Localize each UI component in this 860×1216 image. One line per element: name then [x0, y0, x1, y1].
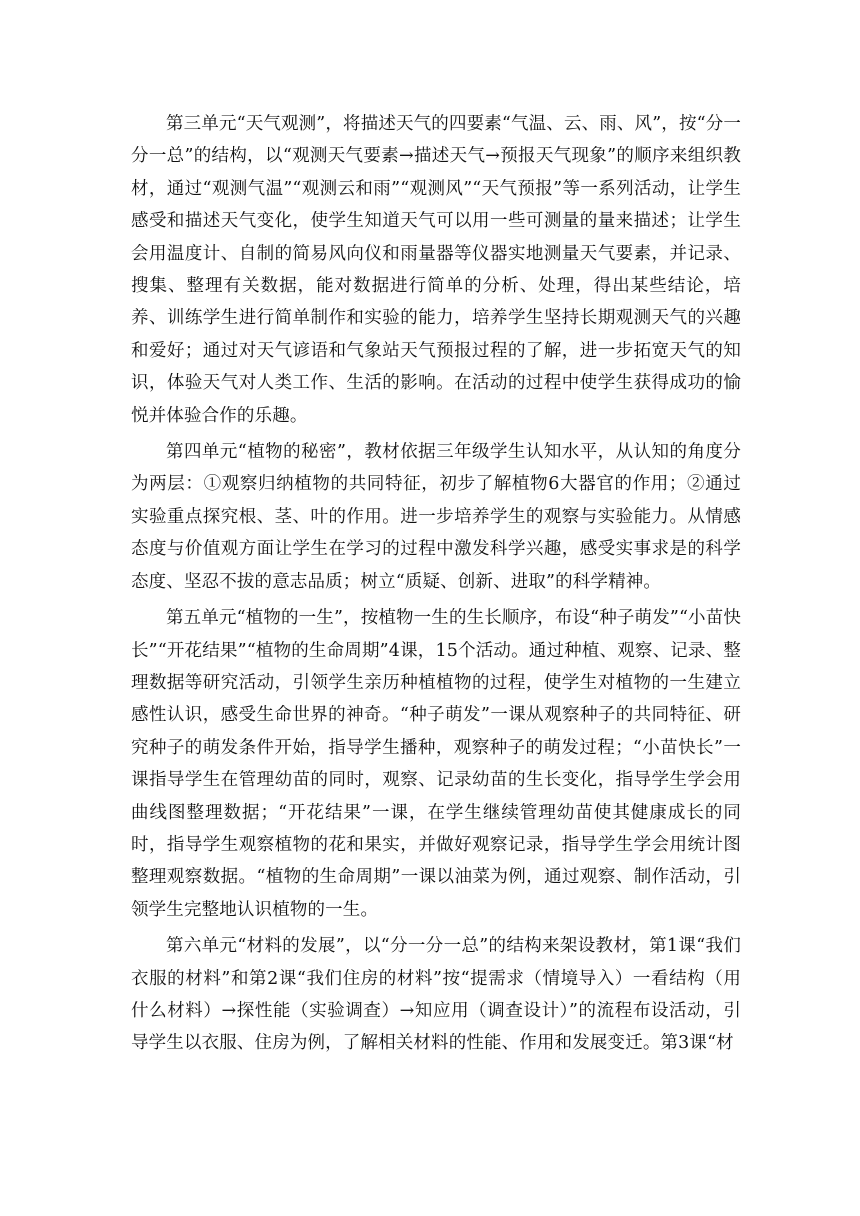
paragraph-unit-6-materials: 第六单元“材料的发展”，以“分一分一总”的结构来架设教材，第1课“我们衣服的材料”和第2课“我们住房的材料”按“提需求（情境导入）一看结构（用什么材料）→探性能（实验调查）→知应用（调查设计）”的流程布设活动，引导学生以衣服、住房为例，了解相关材料的性能、作用和发展变迁。第3课“材: [131, 936, 741, 1054]
paragraph-unit-5-plant-life: 第五单元“植物的一生”，按植物一生的生长顺序，布设“种子萌发”“小苗快长”“开花结果”“植物的生命周期”4课，15个活动。通过种植、观察、记录、整理数据等研究活动，引领学生亲历种植植物的过程，使学生对植物的一生建立感性认识，感受生命世界的神奇。“种子萌发”一课从观察种子的共同特征、研究种子的萌发条件开始，指导学生播种，观察种子的萌发过程；“小苗快长”一课指导学生在管理幼苗的同时，观察、记录幼苗的生长变化，指导学生学会用曲线图整理数据；“开花结果”一课，在学生继续管理幼苗使其健康成长的同时，指导学生观察植物的花和果实，并做好观察记录，指导学生学会用统计图整理观察数据。“植物的生命周期”一课以油菜为例，通过观察、制作活动，引领学生完整地认识植物的一生。: [131, 608, 741, 920]
paragraph-unit-4-plant-secrets: 第四单元“植物的秘密”，教材依据三年级学生认知水平，从认知的角度分为两层：①观察归纳植物的共同特征，初步了解植物6大器官的作用；②通过实验重点探究根、茎、叶的作用。进一步培养学生的观察与实验能力。从情感态度与价值观方面让学生在学习的过程中激发科学兴趣，感受实事求是的科学态度、坚忍不拔的意志品质；树立“质疑、创新、进取”的科学精神。: [131, 442, 741, 592]
document-body: [131, 108, 741, 1064]
paragraph-unit-3-weather: 第三单元“天气观测”，将描述天气的四要素“气温、云、雨、风”，按“分一分一总”的结构，以“观测天气要素→描述天气→预报天气现象”的顺序来组织教材，通过“观测气温”“观测云和雨”“观测风”“天气预报”等一系列活动，让学生感受和描述天气变化，使学生知道天气可以用一些可测量的量来描述；让学生会用温度计、自制的简易风向仪和雨量器等仪器实地测量天气要素，并记录、搜集、整理有关数据，能对数据进行简单的分析、处理，得出某些结论，培养、训练学生进行简单制作和实验的能力，培养学生坚持长期观测天气的兴趣和爱好；通过对天气谚语和气象站天气预报过程的了解，进一步拓宽天气的知识，体验天气对人类工作、生活的影响。在活动的过程中使学生获得成功的愉悦并体验合作的乐趣。: [131, 114, 741, 426]
